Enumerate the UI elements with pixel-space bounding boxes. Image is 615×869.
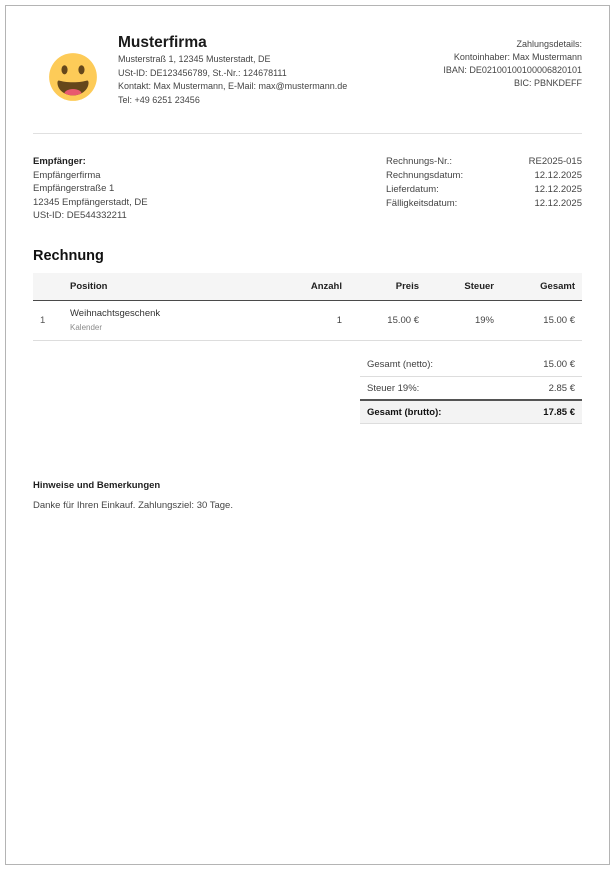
due-date-row	[386, 197, 582, 211]
tax-total-row	[360, 377, 582, 399]
item-description: Kalender	[70, 323, 103, 332]
invoice-number-value: RE2025-015	[528, 156, 582, 167]
delivery-date-label: Lieferdatum:	[386, 184, 439, 195]
recipient-block	[33, 155, 148, 223]
table-row	[33, 301, 582, 341]
payment-details-title: Zahlungsdetails:	[516, 39, 582, 49]
company-name: Musterfirma	[118, 34, 207, 51]
recipient-label: Empfänger:	[33, 156, 86, 167]
payment-bic: BIC: PBNKDEFF	[513, 78, 582, 88]
page-title: Rechnung	[33, 247, 104, 264]
items-table-header-row	[33, 273, 582, 301]
column-header-number	[33, 273, 63, 301]
info-row	[33, 155, 582, 223]
item-total: 15.00 €	[501, 301, 582, 341]
invoice-meta-block	[386, 155, 582, 223]
invoice-number-label: Rechnungs-Nr.:	[386, 156, 453, 167]
item-quantity: 1	[263, 301, 349, 341]
net-total-label: Gesamt (netto):	[367, 358, 433, 370]
company-contact: Kontakt: Max Mustermann, E-Mail: max@mustermann.de	[118, 81, 348, 91]
recipient-street: Empfängerstraße 1	[33, 183, 115, 194]
recipient-company: Empfängerfirma	[33, 169, 101, 181]
delivery-date-row	[386, 183, 582, 197]
invoice-date-label: Rechnungsdatum:	[386, 170, 464, 181]
company-tax-ids: USt-ID: DE123456789, St.-Nr.: 124678111	[118, 67, 287, 78]
net-total-value: 15.00 €	[543, 358, 575, 370]
company-header	[33, 33, 347, 107]
column-header-total: Gesamt	[501, 273, 582, 301]
payment-account-holder: Kontoinhaber: Max Mustermann	[453, 52, 582, 62]
item-position-cell	[63, 301, 263, 341]
item-price: 15.00 €	[349, 301, 426, 341]
recipient-vat-id: USt-ID: DE544332211	[33, 210, 127, 221]
net-total-row	[360, 352, 582, 377]
header	[33, 33, 582, 107]
invoice-date-value: 12.12.2025	[534, 170, 582, 181]
due-date-value: 12.12.2025	[534, 198, 582, 209]
item-number: 1	[33, 301, 63, 341]
item-name: Weihnachtsgeschenk	[70, 308, 161, 319]
invoice-number-row	[386, 155, 582, 169]
payment-details-block	[443, 33, 582, 107]
gross-total-label: Gesamt (brutto):	[367, 406, 442, 418]
tax-total-label: Steuer 19%:	[367, 382, 420, 394]
company-phone: Tel: +49 6251 23456	[118, 94, 200, 105]
gross-total-row	[360, 399, 582, 424]
items-table	[33, 273, 582, 342]
totals-block	[360, 352, 582, 424]
column-header-tax: Steuer	[426, 273, 501, 301]
smiley-face-icon	[48, 52, 98, 102]
invoice-content	[6, 6, 609, 512]
delivery-date-value: 12.12.2025	[534, 184, 582, 195]
notes-title: Hinweise und Bemerkungen	[33, 480, 161, 491]
item-tax: 19%	[426, 301, 501, 341]
payment-iban: IBAN: DE02100100100006820101	[443, 65, 582, 75]
gross-total-value: 17.85 €	[543, 406, 575, 418]
company-block	[118, 33, 347, 107]
column-header-position: Position	[63, 273, 263, 301]
column-header-quantity: Anzahl	[263, 273, 349, 301]
invoice-page	[5, 5, 610, 865]
tax-total-value: 2.85 €	[548, 382, 575, 394]
notes-block	[33, 480, 582, 512]
header-divider	[33, 133, 582, 134]
recipient-city: 12345 Empfängerstadt, DE	[33, 196, 148, 208]
company-address: Musterstraß 1, 12345 Musterstadt, DE	[118, 54, 271, 64]
due-date-label: Fälligkeitsdatum:	[386, 198, 458, 209]
notes-text: Danke für Ihren Einkauf. Zahlungsziel: 30 Tage.	[33, 500, 233, 511]
company-logo-smiley-icon	[48, 52, 98, 102]
invoice-date-row	[386, 169, 582, 183]
column-header-price: Preis	[349, 273, 426, 301]
